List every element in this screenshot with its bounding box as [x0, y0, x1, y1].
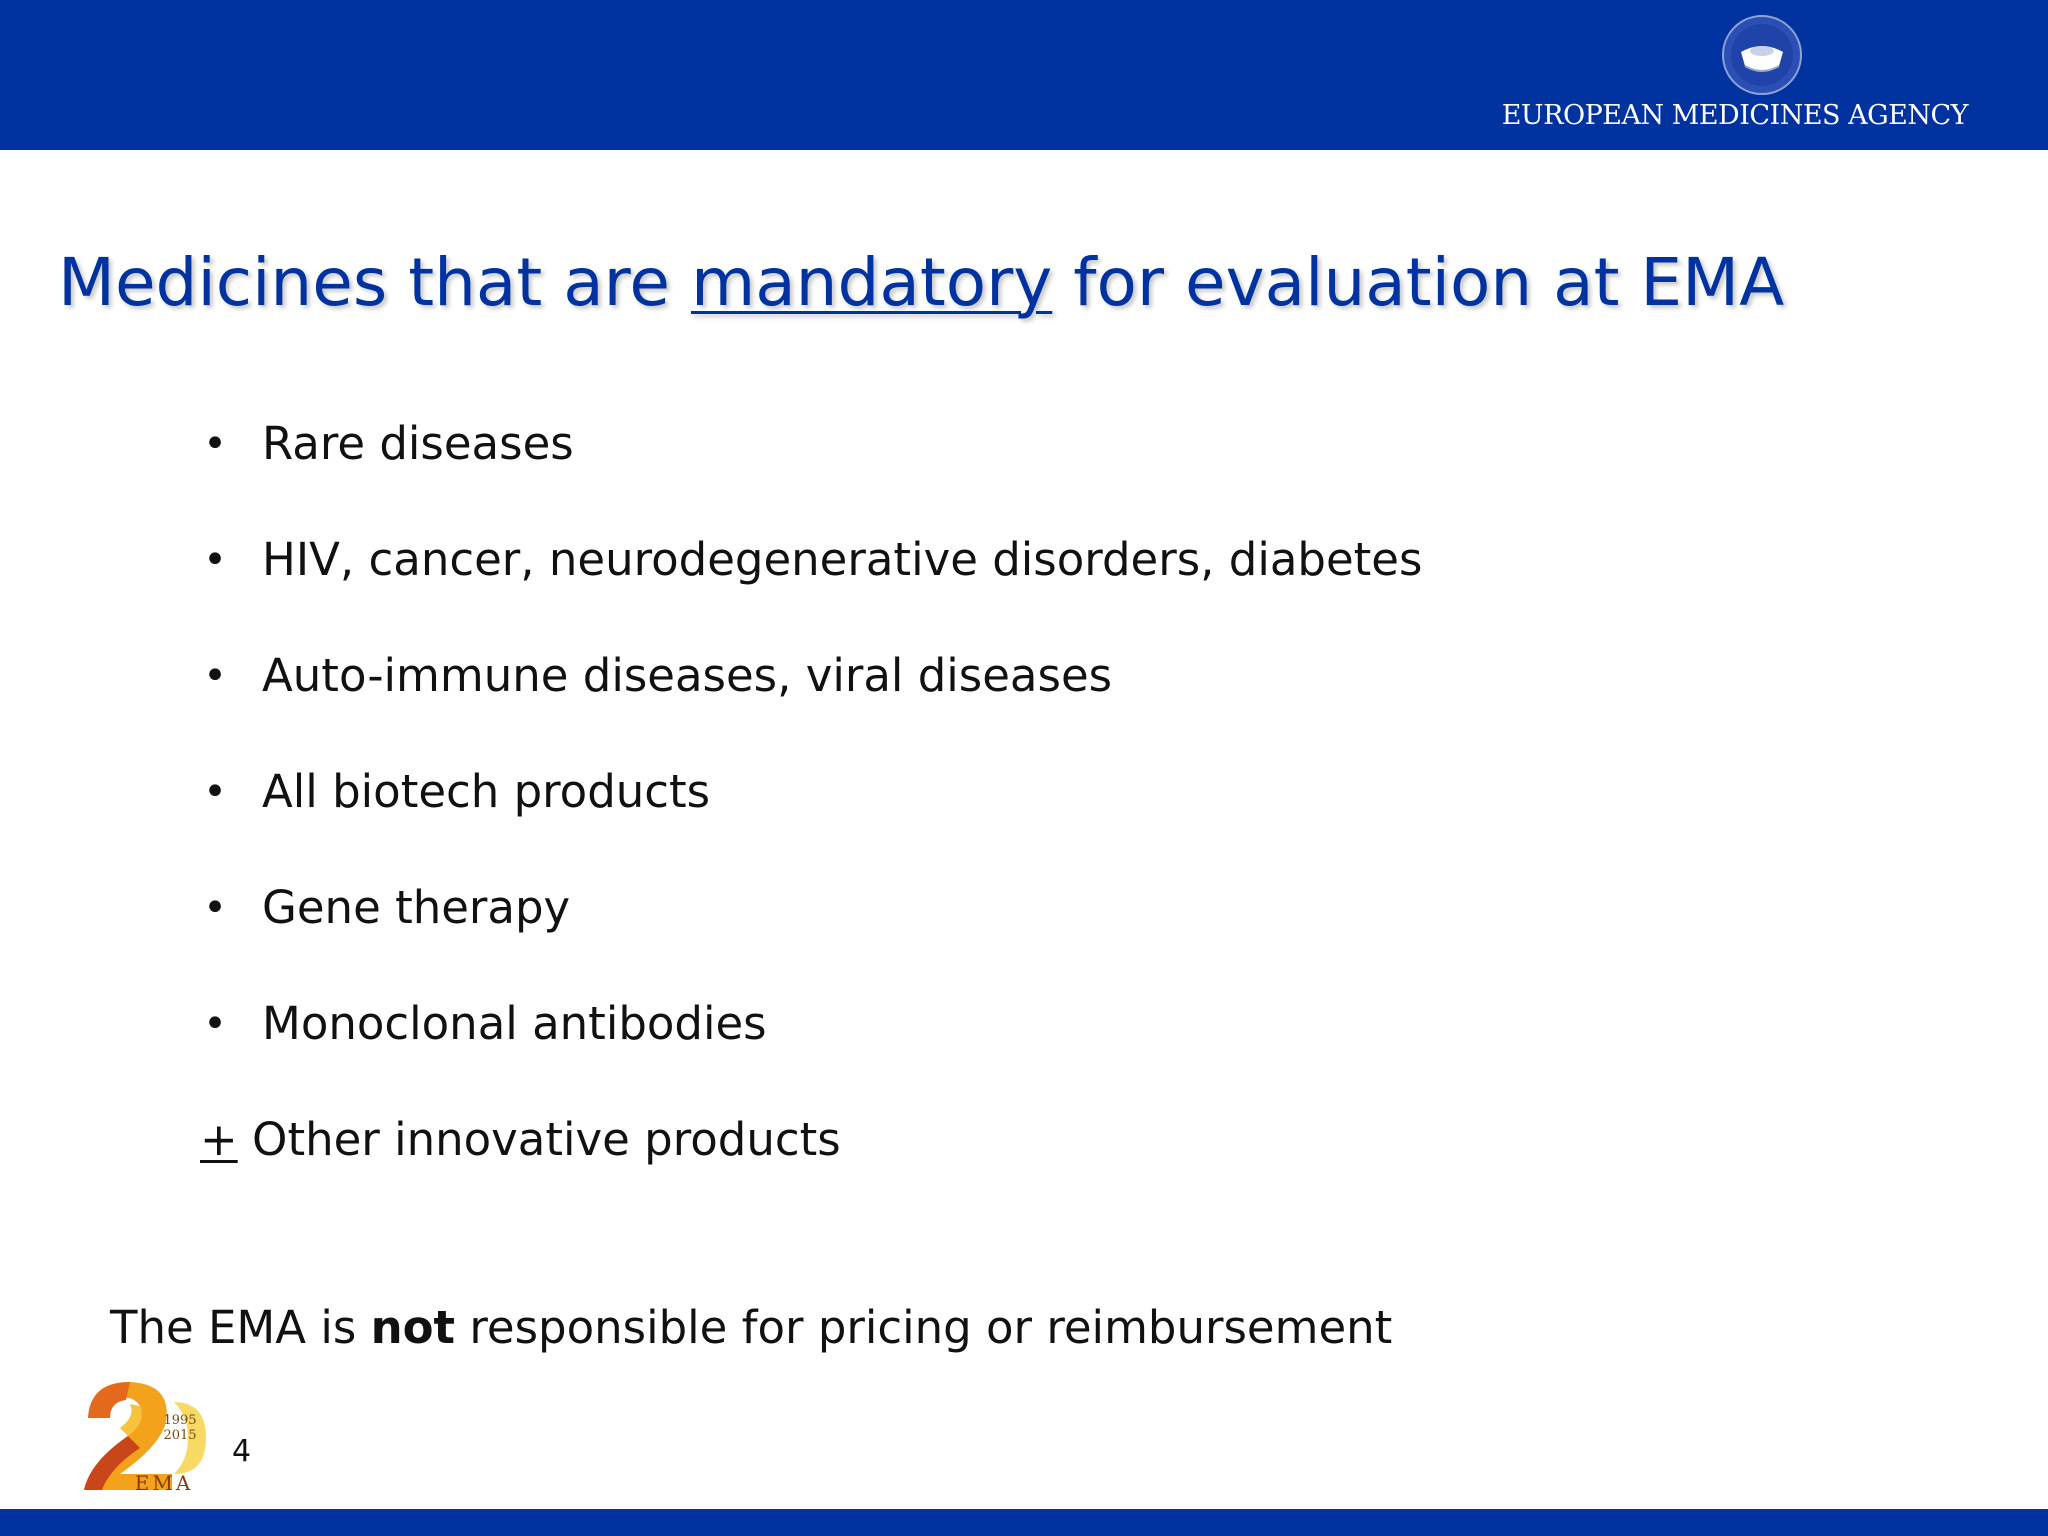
title-text-end: for evaluation at EMA	[1052, 244, 1785, 321]
ema-emblem-icon	[1721, 14, 1803, 96]
page-title	[58, 245, 1784, 321]
list-item-text: Monoclonal antibodies	[262, 997, 767, 1050]
statement-text-end: responsible for pricing or reimbursement	[455, 1301, 1393, 1354]
list-item-text: Auto-immune diseases, viral diseases	[262, 649, 1113, 702]
list-item-text: HIV, cancer, neurodegenerative disorders, diabetes	[262, 533, 1423, 586]
title-text-start: Medicines that are	[58, 244, 691, 321]
other-products-text: Other innovative products	[237, 1113, 841, 1166]
other-products-line	[200, 1106, 841, 1174]
footer-bar	[0, 1509, 2048, 1536]
title-underlined-word: mandatory	[690, 244, 1053, 321]
list-item-text: Rare diseases	[262, 417, 574, 470]
header-bar	[0, 0, 2048, 150]
list-item-text: All biotech products	[262, 765, 711, 818]
bullet-icon: •	[203, 421, 227, 467]
bullet-icon: •	[203, 1001, 227, 1047]
list-item-text: Gene therapy	[262, 881, 571, 934]
bullet-icon: •	[203, 885, 227, 931]
ema-20-years-logo	[80, 1378, 212, 1494]
page-number: 4	[232, 1434, 252, 1469]
bullet-icon: •	[203, 537, 227, 583]
svg-text:EMA: EMA	[134, 1471, 194, 1494]
agency-name: EUROPEAN MEDICINES AGENCY	[1501, 100, 1968, 131]
responsibility-statement	[110, 1294, 1392, 1362]
bullet-icon: •	[203, 653, 227, 699]
bullet-icon: •	[203, 769, 227, 815]
svg-text:1995: 1995	[163, 1413, 197, 1428]
statement-emphasis: not	[370, 1301, 456, 1354]
plus-minus-symbol: +	[200, 1113, 238, 1166]
statement-text-start: The EMA is	[110, 1301, 371, 1354]
svg-text:2015: 2015	[163, 1428, 197, 1443]
